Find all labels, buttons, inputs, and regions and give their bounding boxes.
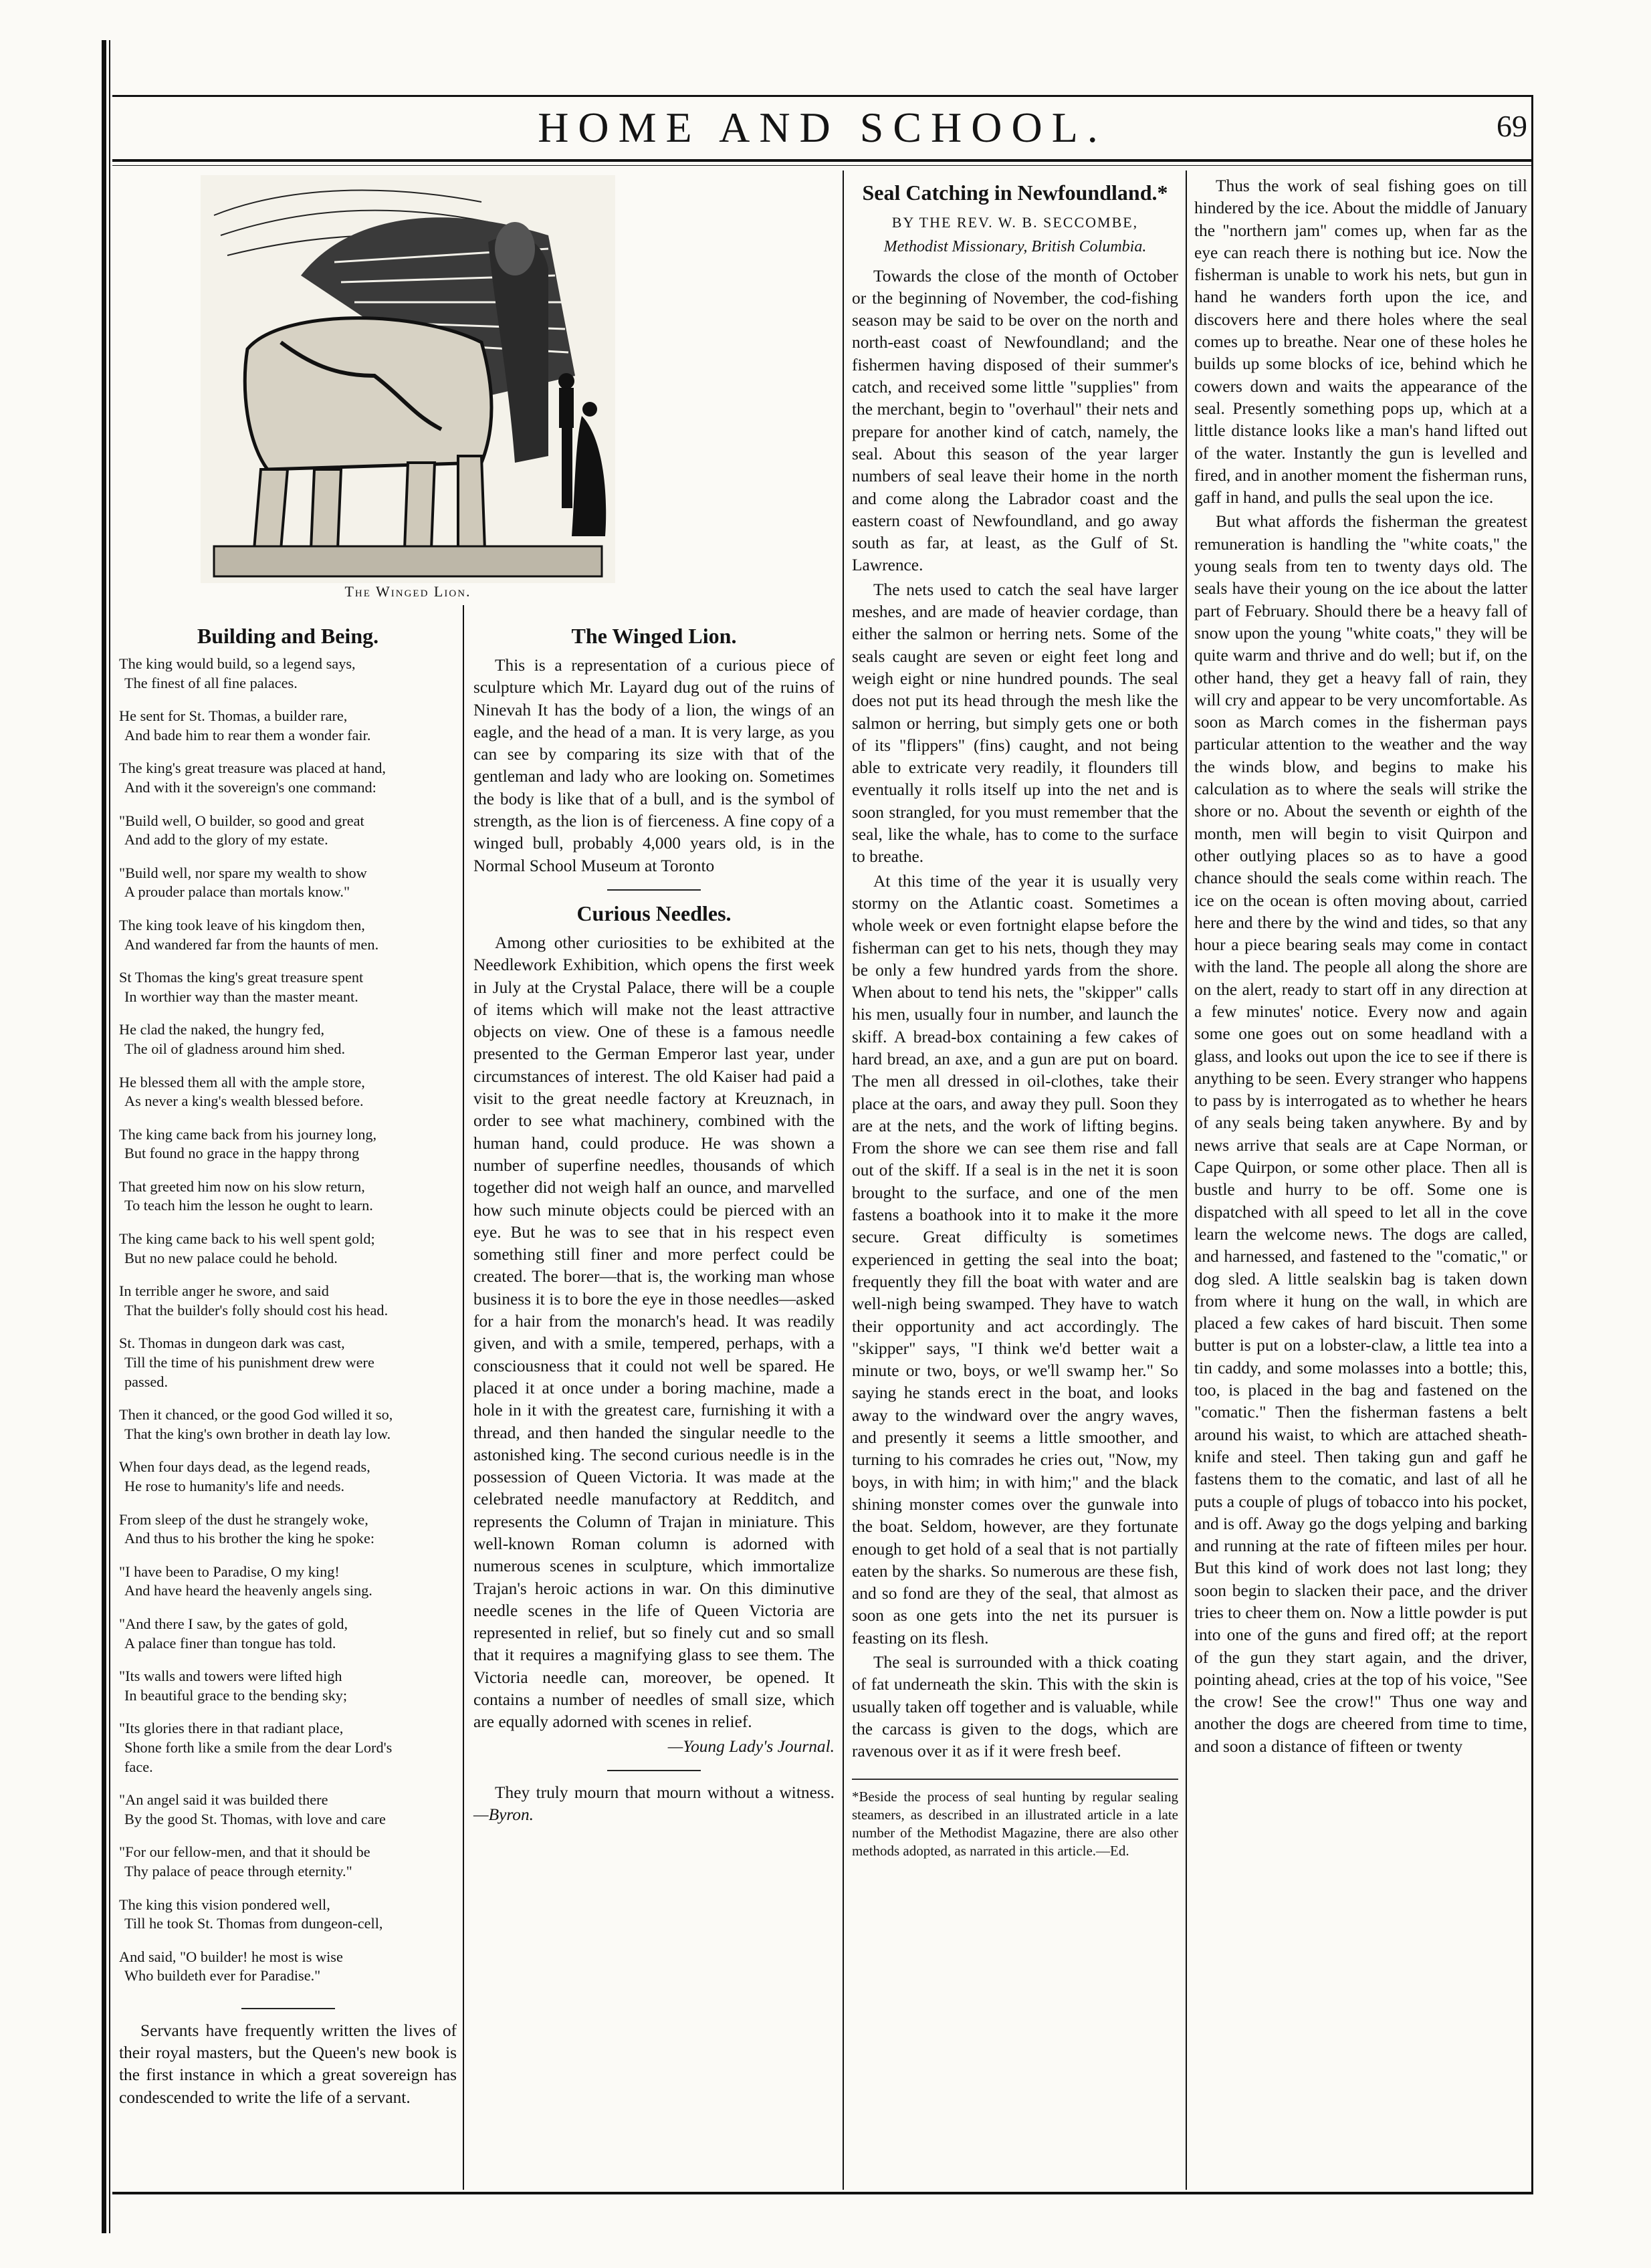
seal-article-continued-paragraphs	[1194, 175, 1527, 1758]
poem-line: And wandered far from the haunts of men.	[124, 935, 379, 953]
poem-line: As never a king's wealth blessed before.	[124, 1093, 364, 1110]
poem-line: And add to the glory of my estate.	[124, 831, 328, 848]
poem-line: The finest of all fine palaces.	[124, 674, 298, 691]
poem-line: In beautiful grace to the bending sky;	[124, 1686, 348, 1704]
seal-article-continued-column	[1194, 175, 1527, 1760]
poem-stanza	[119, 1510, 457, 1549]
poem-line: Till the time of his punishment drew were	[124, 1354, 374, 1371]
poem-stanza	[119, 916, 457, 954]
curious-needles-title: Curious Needles.	[576, 901, 732, 925]
poem-line: "Its glories there in that radiant place,	[119, 1720, 344, 1737]
poem-column	[119, 618, 457, 2111]
poem-title: Building and Being.	[197, 624, 379, 648]
poem-line: But found no grace in the happy throng	[124, 1145, 360, 1162]
poem-stanza	[119, 1125, 457, 1163]
servants-note: Servants have frequently written the lives of their royal masters, but the Queen's new book is the first instance in which a great sovereign has condescended to write the life of a servant.	[119, 2021, 457, 2107]
poem-line: The king came back from his journey long,	[119, 1125, 377, 1143]
poem-line: And have heard the heavenly angels sing.	[124, 1582, 372, 1599]
poem-line: Who buildeth ever for Paradise."	[124, 1967, 321, 1984]
poem-line: By the good St. Thomas, with love and care	[124, 1810, 386, 1827]
poem-line: When four days dead, as the legend reads,	[119, 1458, 370, 1476]
poem-line: He blessed them all with the ample store,	[119, 1073, 365, 1091]
poem-line: He rose to humanity's life and needs.	[124, 1478, 345, 1494]
poem-stanza	[119, 1843, 457, 1881]
page-bottom-rule	[112, 2192, 1533, 2194]
poem-line: A palace finer than tongue has told.	[124, 1634, 336, 1652]
poem-line: The king's great treasure was placed at hand,	[119, 760, 387, 777]
poem-stanza	[119, 1719, 457, 1777]
poem-line: Shone forth like a smile from the dear Lord's	[124, 1738, 393, 1756]
column-rule-2	[843, 171, 844, 2190]
poem-line: Till he took St. Thomas from dungeon-cell,	[124, 1915, 383, 1932]
poem-stanza	[119, 1563, 457, 1601]
winged-lion-body: This is a representation of a curious piece of sculpture which Mr. Layard dug out of the ruins of Ninevah It has the body of a lion, the wings of an eagle, and the head of a man. It is very large, as you can see by comparing its size with that of the gentleman and lady who are looking on. Sometimes the body is like that of a bull, and is the symbol of strength, as the lion is of fierceness. A fine copy of a winged bull, probably 4,000 years old, is in the Normal School Museum at Toronto	[473, 656, 835, 875]
seal-article-affiliation: Methodist Missionary, British Columbia.	[883, 238, 1147, 256]
poem-stanza	[119, 812, 457, 850]
seal-article-paragraphs	[852, 265, 1178, 1763]
header-rule-top	[112, 95, 1533, 97]
poem-line: He clad the naked, the hungry fed,	[119, 1021, 325, 1038]
left-margin-rule	[102, 40, 106, 2233]
middle-column	[473, 618, 835, 1829]
seal-article-byline: BY THE REV. W. B. SECCOMBE,	[891, 214, 1139, 231]
poem-line: "An angel said it was builded there	[119, 1791, 328, 1809]
paragraph: The seal is surrounded with a thick coating of fat underneath the skin. This with the skin is usually taken off together and is valuable, while the carcass is given to the dogs, which are ravenous over it as if it were fresh beef.	[852, 1653, 1178, 1761]
poem-line: The king would build, so a legend says,	[119, 655, 356, 672]
poem-line: Thy palace of peace through eternity."	[124, 1862, 352, 1880]
winged-lion-engraving-icon	[201, 175, 615, 583]
poem-line: In worthier way than the master meant.	[124, 988, 358, 1005]
poem-line: "I have been to Paradise, O my king!	[119, 1563, 340, 1580]
poem-line: And said, "O builder! he most is wise	[119, 1948, 343, 1965]
poem-stanza	[119, 1020, 457, 1058]
poem-line: "Build well, nor spare my wealth to show	[119, 864, 367, 881]
poem-stanza	[119, 1896, 457, 1934]
poem-line: Then it chanced, or the good God willed it so,	[119, 1406, 393, 1424]
page-header	[114, 100, 1531, 160]
poem-line: To teach him the lesson he ought to learn.	[124, 1197, 373, 1214]
paragraph: Thus the work of seal fishing goes on till hindered by the ice. About the middle of January the "northern jam" comes up, when far as the eye can reach there is nothing but ice. Now the fisherman is unable to work his nets, but gun in hand he wanders forth upon the ice, and discovers here and there holes where the seal comes up to breathe. Near one of these holes he builds up some blocks of ice, behind which he cowers down and waits the appearance of the seal. Presently something pops up, which at a little distance looks like a man's hand lifted out of the water. Instantly the gun is levelled and fired, and in another moment the fisherman runs, gaff in hand, and pulls the seal upon the ice.	[1194, 177, 1527, 507]
byron-quote	[473, 1782, 835, 1827]
poem-stanza	[119, 1073, 457, 1111]
byron-quote-text: They truly mourn that mourn without a witness.	[495, 1783, 835, 1802]
poem-line: And with it the sovereign's one command:	[124, 778, 376, 796]
page-number: 69	[1497, 109, 1527, 143]
byron-quote-author: —Byron.	[473, 1805, 534, 1825]
poem-line: A prouder palace than mortals know."	[124, 883, 350, 901]
paragraph: Towards the close of the month of October or the beginning of November, the cod-fishing season may be said to be over on the north and north-east coast of Newfoundland; and the fishermen having disposed of their summer's catch, and received some little "supplies" from the merchant, begin to "overhaul" their nets and prepare for another kind of catch, namely, the seal. About this season of the year larger numbers of seal leave their home in the north and come along the Labrador coast and the eastern coast of Newfoundland, and go away south as far, at least, as the Gulf of St. Lawrence.	[852, 266, 1178, 575]
poem-stanza	[119, 968, 457, 1006]
poem-line: St. Thomas in dungeon dark was cast,	[119, 1335, 345, 1352]
poem-line: "For our fellow-men, and that it should be	[119, 1843, 370, 1861]
poem-line: And bade him to rear them a wonder fair.	[124, 726, 371, 744]
paragraph: But what affords the fisherman the greatest remuneration is handling the "white coats," the young seals from ten to twenty days old. The seals have their young on the ice about the latter part of February. Should there be a heavy fall of snow upon the young "white coats," they will be quite warm and thrive and do well; but if, on the other hand, they get a heavy fall of rain, they will cry and appear to be very uncomfortable. As soon as March comes in the fisherman pays particular attention to the weather and the way the winds blow, and begins to make his calculation as to where the seals will strike the shore or no. About the seventh or eighth of the month, men will begin to visit Quirpon and other outlying places so as to have a good chance should the seals come within reach. The ice on the ocean is often moving about, carried here and there by the wind and tides, so that any hour a piece bearing seals may come in contact with the land. The people all along the shore are on the alert, ready to start off in any direction at a few minutes' notice. Every now and again some one goes out on some headland with a glass, and looks out upon the ice to see if there is anything to be seen. Every stranger who happens to pass by is interrogated as to whether he hears of any seals being taken anywhere. By and by news arrive that seals are at Cape Norman, or Cape Quirpon, or some other place. Then all is bustle and hurry to be off. Some one is dispatched with all speed to let all in the cove learn the welcome news. The dogs are called, and harnessed, and fastened to the "comatic," or dog sled. A little sealskin bag is taken down from where it hung on the wall, in which are placed a few cakes of hard biscuit. Then some butter is put on a lobster-claw, a little tea into a tin caddy, and some molasses into a bottle; this, too, is placed in the bag and fastened on the "comatic." Then the fisherman fastens a belt around his waist, to which are attached sheath-knife and steel. Then taking gun and gaff he fastens them to the comatic, and last of all he puts a couple of plugs of tobacco into his pocket, and is off. Away go the dogs yelping and barking and running at the rate of fifteen miles per hour. But this kind of work does not last long; they soon begin to slacken their pace, and the driver tries to cheer them on. Now a little powder is put into one of the guns and fired off; at the report of the gun they start again, and the driver, pointing ahead, cries at the top of his voice, "See the crow! See the crow!" Thus one way and another the dogs are cheered from time to time, and soon a distance of fifteen or twenty	[1194, 512, 1527, 1756]
illustration-caption: The Winged Lion.	[344, 583, 471, 600]
separator	[473, 1762, 835, 1777]
column-rule-3	[1186, 171, 1187, 2190]
seal-article-column	[852, 175, 1178, 1860]
poem-line: face.	[124, 1758, 153, 1775]
column-rule-1	[463, 605, 464, 2190]
separator	[473, 881, 835, 896]
poem-line: The king came back to his well spent gold;	[119, 1230, 375, 1248]
poem-line: The oil of gladness around him shed.	[124, 1040, 346, 1057]
poem-stanza	[119, 1791, 457, 1829]
poem-stanza	[119, 1667, 457, 1705]
poem-line: "And there I saw, by the gates of gold,	[119, 1615, 348, 1632]
poem-stanza	[119, 1458, 457, 1496]
poem-line: St Thomas the king's great treasure spent	[119, 969, 364, 986]
poem-line: "Build well, O builder, so good and great	[119, 812, 364, 829]
paragraph: The nets used to catch the seal have larger meshes, and are made of heavier cordage, than either the salmon or herring nets. Some of the seals caught are seven or eight feet long and weigh eight or nine hundred pounds. The seal does not put its head through the mesh like the salmon or herring, but simply gets one or both of its "flippers" (fins) caught, and not being able to extricate very readily, it flounders till eventually it rolls itself up into the net and is soon strangled, for you must remember that the seal, like the whale, has to come to the surface to breathe.	[852, 580, 1178, 867]
poem-stanza	[119, 1282, 457, 1320]
separator	[119, 2000, 457, 2015]
poem-line: From sleep of the dust he strangely woke,	[119, 1510, 368, 1528]
poem-line: That the builder's folly should cost his head.	[124, 1301, 389, 1319]
poem-line: But no new palace could he behold.	[124, 1249, 338, 1266]
seal-article-title: Seal Catching in Newfoundland.*	[862, 181, 1168, 205]
poem-line: The king this vision pondered well,	[119, 1896, 330, 1913]
poem-stanza	[119, 655, 457, 693]
poem-stanza	[119, 759, 457, 797]
poem-stanza	[119, 1615, 457, 1653]
poem-line: In terrible anger he swore, and said	[119, 1282, 329, 1300]
masthead-title: HOME AND SCHOOL.	[538, 104, 1107, 151]
poem-line: passed.	[124, 1373, 169, 1390]
poem-line: The king took leave of his kingdom then,	[119, 916, 365, 933]
poem-line: And thus to his brother the king he spoke:	[124, 1530, 375, 1547]
poem-stanza	[119, 864, 457, 902]
curious-needles-source: —Young Lady's Journal.	[667, 1736, 835, 1756]
poem-stanza	[119, 1334, 457, 1391]
poem-line: "Its walls and towers were lifted high	[119, 1668, 342, 1685]
left-margin-rule-thin	[109, 40, 110, 2233]
curious-needles-body: Among other curiosities to be exhibited at the Needlework Exhibition, which opens the first week in July at the Crystal Palace, there will be a couple of items which will make not the least attractive objects on view. One of these is a famous needle presented to the German Emperor last year, under circumstances of interest. The old Kaiser had paid a visit to the great needle factory at Kreuznach, in order to see what machinery, combined with the human hand, could produce. He was shown a number of superfine needles, thousands of which together did not weigh half an ounce, and marvelled how such minute objects could be pierced with an eye. But he was to see that in his respect even something still finer and more perfect could be created. The borer—that is, the working man whose business it is to bore the eye in those needles—asked for a hair from the monarch's head. It was readily given, and with a smile, tempered, perhaps, with a consciousness that it could not well be spared. He placed it at once under a boring machine, made a hole in it with the greatest care, furnishing it with a thread, and then handed the singular needle to the astonished king. The second curious needle is in the possession of Queen Victoria. It was made at the celebrated needle manufactory at Redditch, and represents the Column of Trajan in miniature. This well-known Roman column is adorned with numerous scenes in sculpture, which immortalize Trajan's heroic actions in war. On this diminutive needle scenes in the life of Queen Victoria are represented in relief, but so finely cut and so small that it requires a magnifying glass to see them. The Victoria needle can, moreover, be opened. It contains a number of needles of small size, which are equally adorned with scenes in relief.	[473, 933, 835, 1732]
poem-stanza	[119, 1405, 457, 1444]
poem-stanza	[119, 1230, 457, 1268]
poem-stanza	[119, 707, 457, 745]
poem-line: That greeted him now on his slow return,	[119, 1177, 365, 1195]
poem-stanza	[119, 1948, 457, 1986]
header-rule-bottom-thin	[112, 165, 1533, 166]
winged-lion-illustration	[201, 175, 615, 583]
poem-line: He sent for St. Thomas, a builder rare,	[119, 707, 348, 725]
winged-lion-title: The Winged Lion.	[571, 624, 737, 648]
page-right-rule	[1531, 95, 1533, 2194]
paragraph: At this time of the year it is usually very stormy on the Atlantic coast. Sometimes a whole week or even fortnight elapse before the fisherman can get to his nets, though they may be only a few hundred yards from the shore. When about to tend his nets, the "skipper" calls his men, usually four in number, and launch the skiff. A bread-box containing a few cakes of hard bread, an axe, and a gun are put on board. The men all dressed in oil-clothes, take their place at the oars, and away they pull. Soon they are at the nets, and the work of lifting begins. From the shore we can see them rise and fall out of the skiff. If a seal is in the net it is soon brought to the surface, and one of the men fastens a boathook into it to make it the more secure. Great difficulty is sometimes experienced in getting the seal into the boat; frequently they fill the boat with water and are well-nigh being swamped. They have to watch their opportunity and act accordingly. The "skipper" says, "I think we'd better wait a minute or two, boys, or we'll swamp her." So saying he stands erect in the boat, and looks away to the windward over the angry waves, and presently it seems a little smoother, and turning to his comrades he cries out, "Now, my boys, in with him; in with him;" and the black shining monster comes over the gunwale into the boat. Seldom, however, are they fortunate enough to get hold of a seal that is not partially eaten by the sharks. So numerous are these fish, and so fond are they of the seal, that almost as soon as one gets into the net its pursuer is feasting on its flesh.	[852, 871, 1178, 1648]
poem-stanza	[119, 1177, 457, 1216]
seal-article-footnote: *Beside the process of seal hunting by regular sealing steamers, as described in an illustrated article in a late number of the Methodist Magazine, there are also other methods adopted, as narrated in this article.—Ed.	[852, 1779, 1178, 1860]
poem-line: That the king's own brother in death lay low.	[124, 1425, 391, 1442]
poem-stanzas	[119, 655, 457, 1986]
